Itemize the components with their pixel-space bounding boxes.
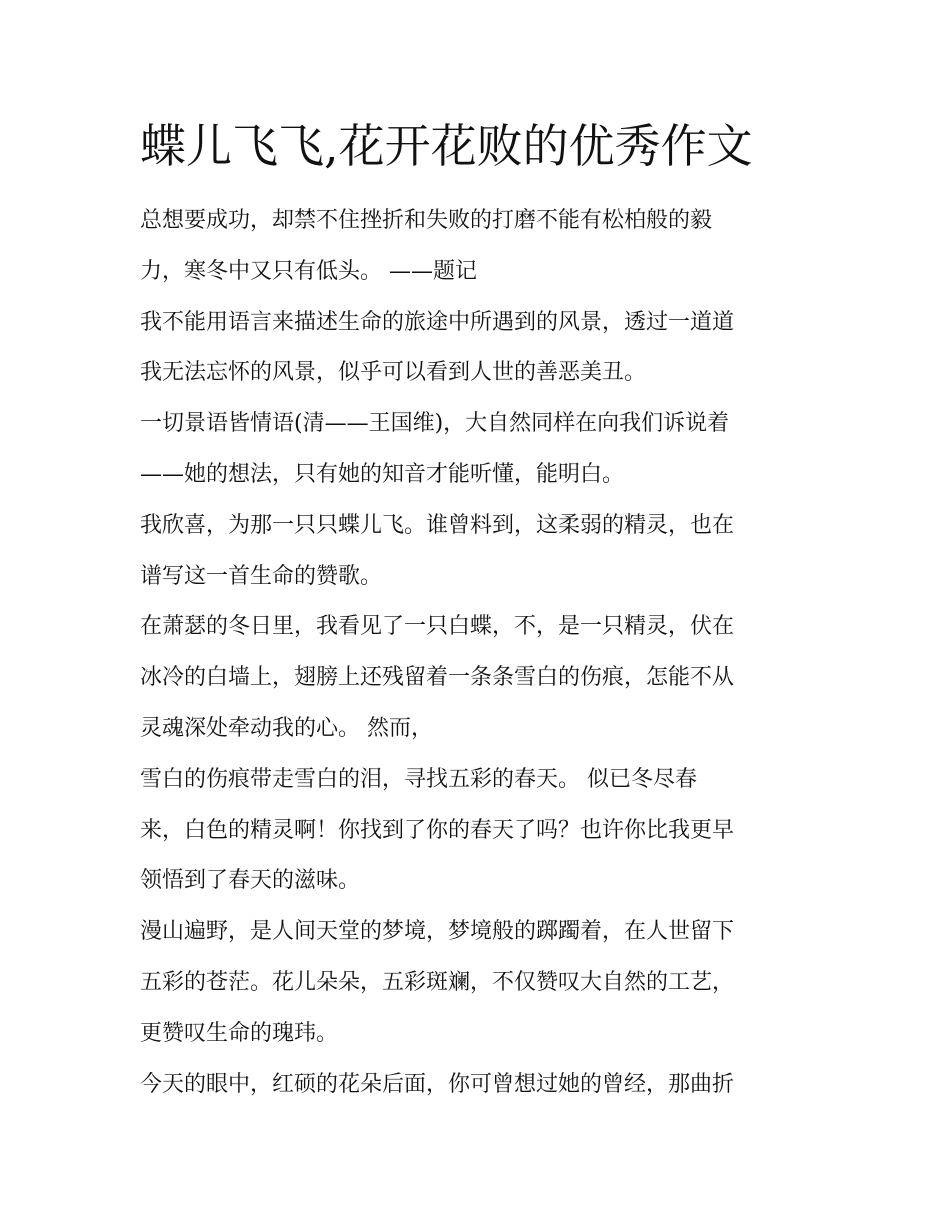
body-line: 灵魂深处牵动我的心。 然而， [140, 715, 433, 741]
body-line: 力，寒冬中又只有低头。 ——题记 [140, 258, 477, 284]
document-title: 蝶儿飞飞,花开花败的优秀作文 [140, 119, 753, 173]
body-line: 我不能用语言来描述生命的旅途中所遇到的风景，透过一道道 [140, 309, 735, 335]
body-line: 漫山遍野，是人间天堂的梦境，梦境般的踯躅着，在人世留下 [140, 919, 735, 945]
body-line: 今天的眼中，红硕的花朵后面，你可曾想过她的曾经，那曲折 [140, 1071, 735, 1097]
body-line: 冰冷的白墙上，翅膀上还残留着一条条雪白的伤痕，怎能不从 [140, 665, 735, 691]
body-line: 我欣喜，为那一只只蝶儿飞。谁曾料到，这柔弱的精灵，也在 [140, 512, 735, 538]
body-line: 雪白的伤痕带走雪白的泪，寻找五彩的春天。 似已冬尽春 [140, 766, 697, 792]
body-line: 更赞叹生命的瑰玮。 [140, 1020, 339, 1046]
body-line: 谱写这一首生命的赞歌。 [140, 563, 383, 589]
body-line: 来，白色的精灵啊！你找到了你的春天了吗？也许你比我更早 [140, 817, 735, 843]
body-line: ——她的想法，只有她的知音才能听懂，能明白。 [140, 461, 625, 487]
body-line: 一切景语皆情语(清——王国维)，大自然同样在向我们诉说着 [140, 411, 730, 437]
body-line: 五彩的苍茫。花儿朵朵，五彩斑斓，不仅赞叹大自然的工艺， [140, 969, 735, 995]
body-line: 我无法忘怀的风景，似乎可以看到人世的善恶美丑。 [140, 360, 647, 386]
body-line: 总想要成功，却禁不住挫折和失败的打磨不能有松柏般的毅 [140, 208, 713, 233]
document-body [140, 196, 820, 1110]
body-line: 在萧瑟的冬日里，我看见了一只白蝶，不，是一只精灵，伏在 [140, 614, 735, 640]
body-line: 领悟到了春天的滋味。 [140, 868, 361, 894]
